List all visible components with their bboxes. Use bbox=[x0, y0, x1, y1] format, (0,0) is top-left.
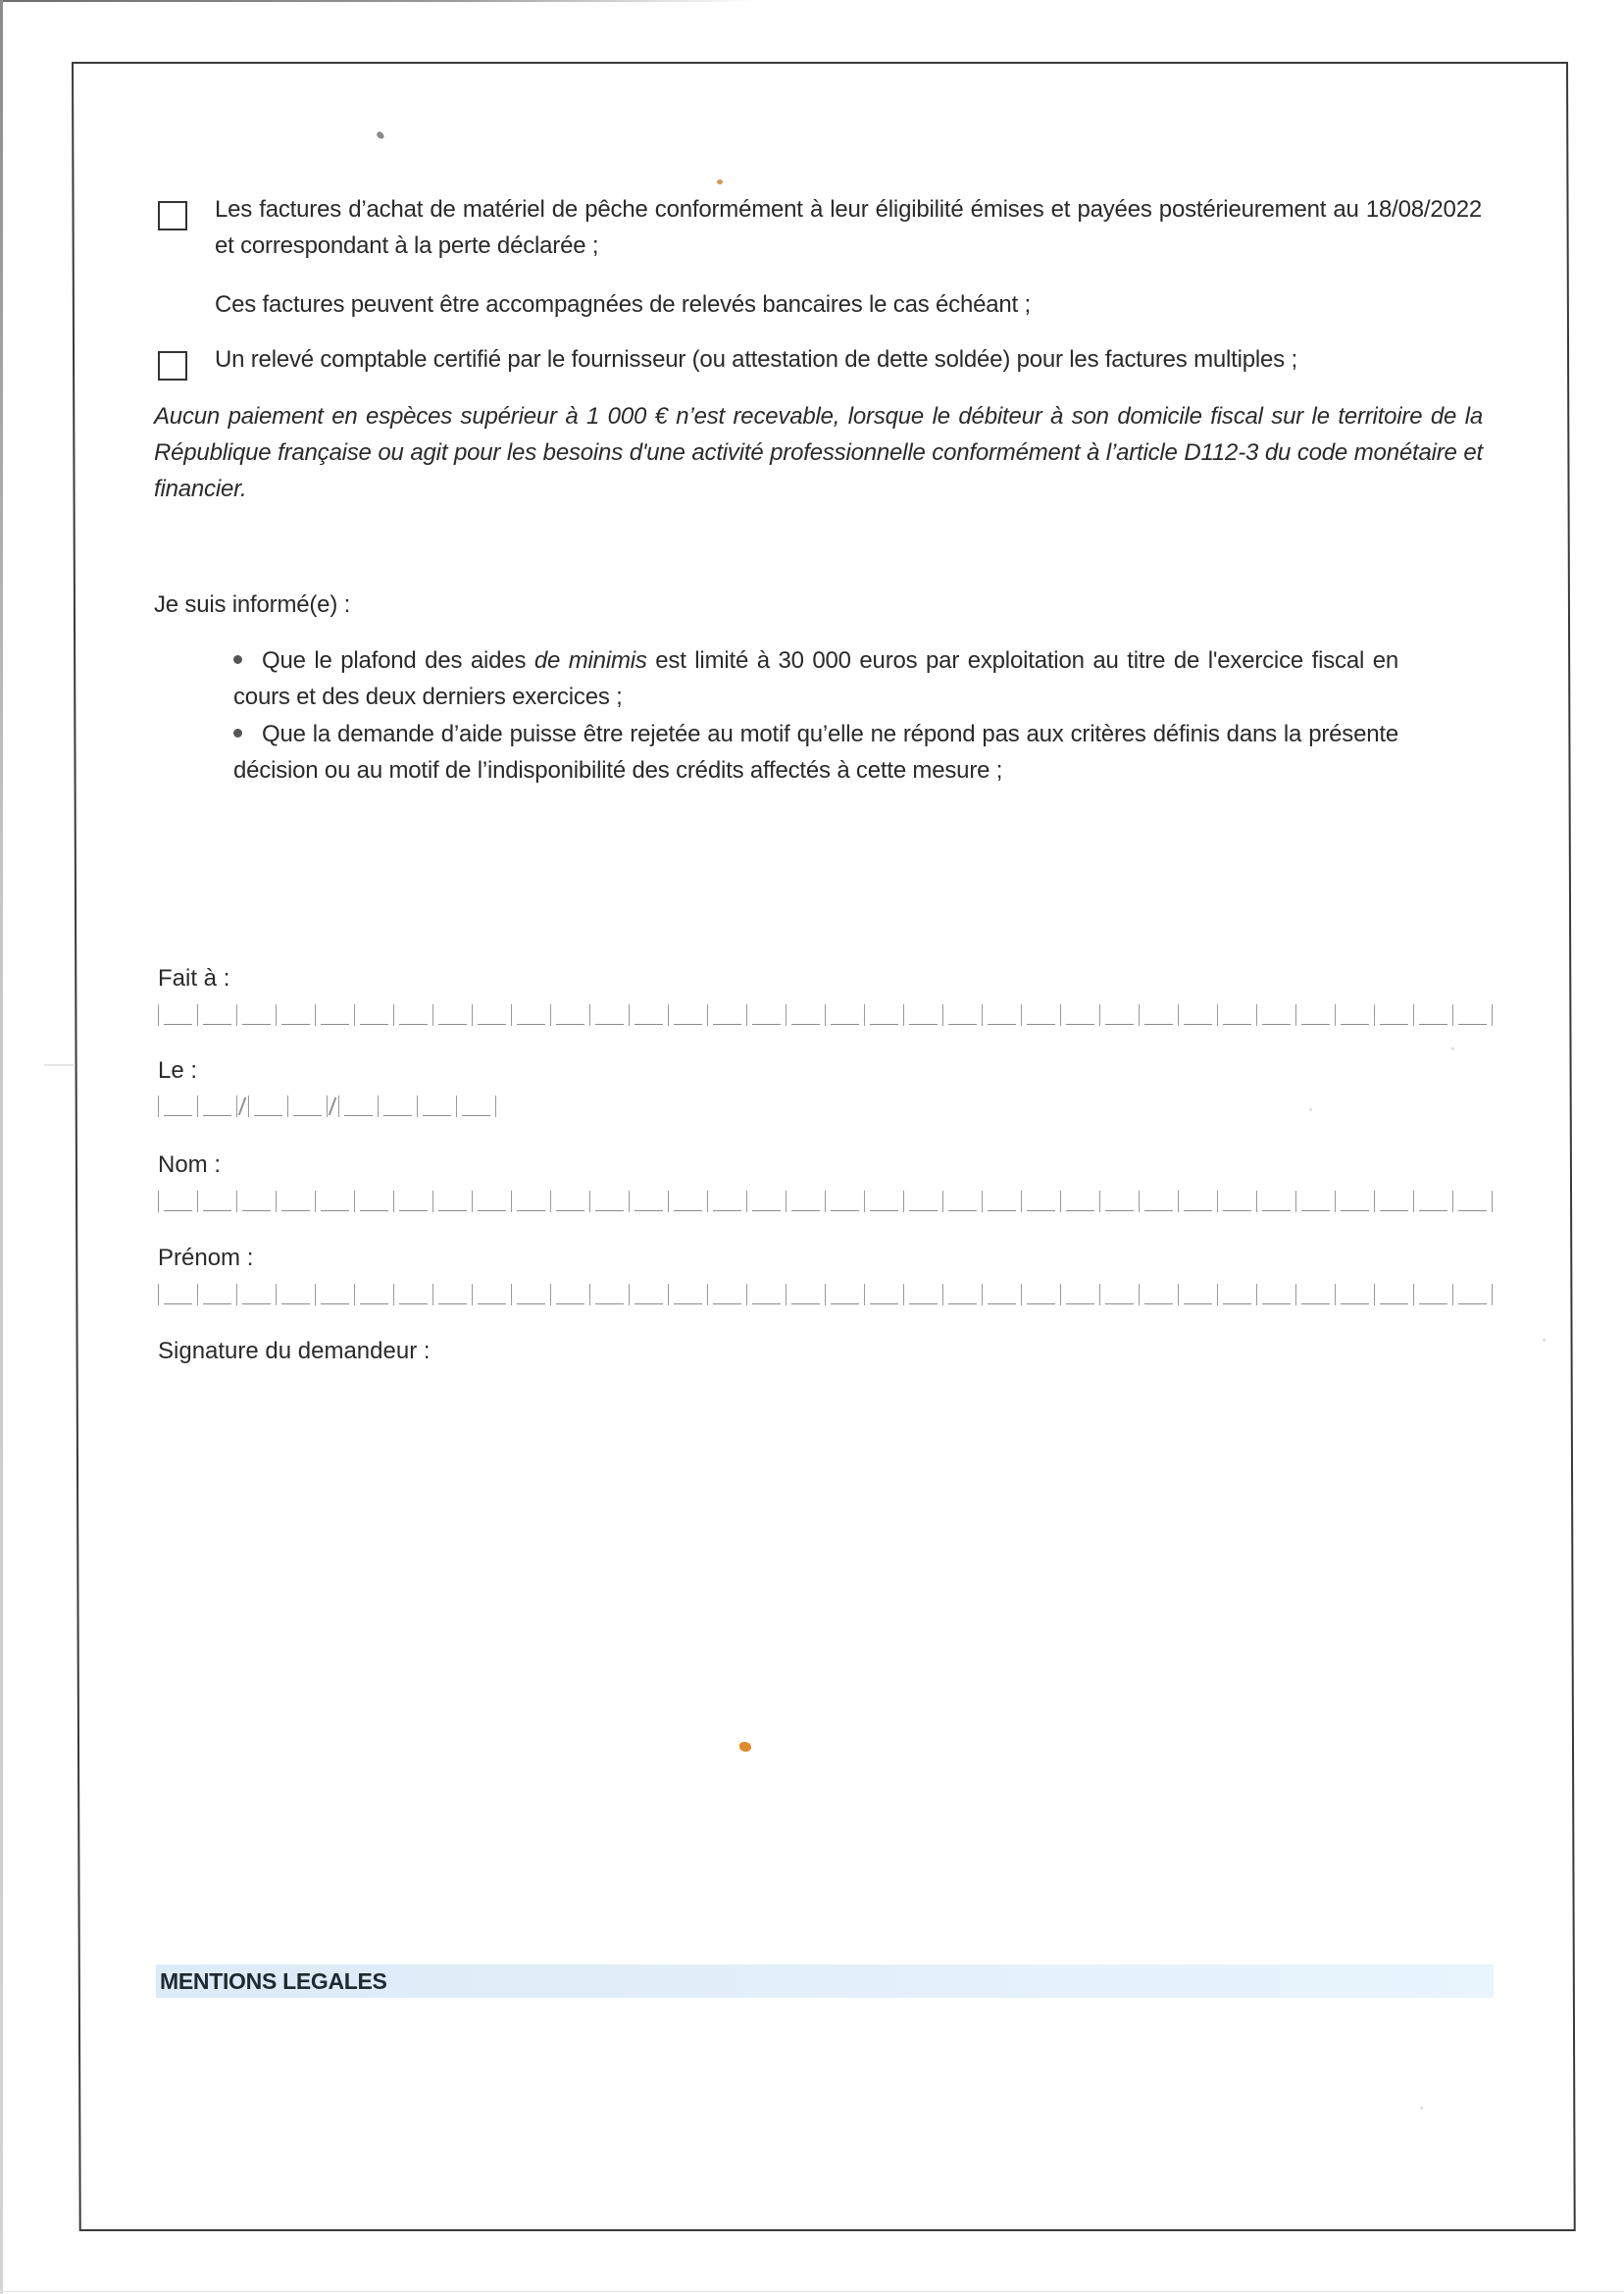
character-cell[interactable] bbox=[746, 1191, 786, 1212]
character-cell[interactable] bbox=[1256, 1284, 1295, 1305]
character-cell[interactable] bbox=[393, 1004, 432, 1026]
character-cell[interactable] bbox=[1374, 1004, 1413, 1026]
character-cell[interactable] bbox=[197, 1096, 236, 1117]
character-cell[interactable] bbox=[668, 1004, 707, 1026]
character-cell[interactable] bbox=[315, 1004, 354, 1026]
character-cell[interactable] bbox=[1139, 1284, 1178, 1305]
character-cell[interactable] bbox=[1021, 1191, 1060, 1212]
character-cell[interactable] bbox=[1335, 1191, 1374, 1212]
character-cell[interactable] bbox=[1217, 1284, 1256, 1305]
character-cell[interactable] bbox=[236, 1191, 276, 1212]
character-cell[interactable] bbox=[1452, 1284, 1492, 1305]
character-cell[interactable] bbox=[432, 1191, 472, 1212]
character-cell[interactable] bbox=[629, 1284, 668, 1305]
character-cell[interactable] bbox=[825, 1284, 864, 1305]
character-cell[interactable] bbox=[1452, 1004, 1492, 1026]
character-cell[interactable] bbox=[1374, 1284, 1413, 1305]
acknowledgement-bullet: Que le plafond des aides de minimis est limité à 30 000 euros par exploitation au titre de l'exercice fiscal en cours et des deux derniers exercices ; bbox=[233, 647, 1398, 710]
character-cell[interactable] bbox=[550, 1284, 589, 1305]
character-cell[interactable] bbox=[864, 1284, 903, 1305]
character-cell[interactable] bbox=[1374, 1191, 1413, 1212]
character-cell[interactable] bbox=[589, 1191, 629, 1212]
cell-divider bbox=[495, 1096, 496, 1117]
character-cell[interactable] bbox=[1021, 1004, 1060, 1026]
last-name-input[interactable] bbox=[158, 1191, 1493, 1212]
character-cell[interactable] bbox=[248, 1096, 287, 1117]
character-cell[interactable] bbox=[1099, 1191, 1139, 1212]
bullet-icon bbox=[233, 655, 242, 664]
acknowledgement-heading: Je suis informé(e) : bbox=[154, 591, 351, 618]
place-label: Fait à : bbox=[158, 965, 230, 992]
character-cell[interactable] bbox=[236, 1004, 276, 1026]
acknowledgement-bullet: Que la demande d’aide puisse être rejetée au motif qu’elle ne répond pas aux critères définis dans la présente décision ou au motif de l’indisponibilité des crédits affectés à cette mesure ; bbox=[233, 721, 1398, 784]
character-cell[interactable] bbox=[287, 1096, 327, 1117]
character-cell[interactable] bbox=[432, 1284, 472, 1305]
date-separator bbox=[327, 1096, 338, 1117]
character-cell[interactable] bbox=[707, 1191, 746, 1212]
character-cell[interactable] bbox=[354, 1191, 393, 1212]
character-cell[interactable] bbox=[589, 1004, 629, 1026]
character-cell[interactable] bbox=[786, 1004, 825, 1026]
invoices-item-text: Les factures d’achat de matériel de pêche conformément à leur éligibilité émises et payées postérieurement au 18/08/2022 et correspondant à la perte déclarée ; bbox=[215, 196, 1482, 259]
character-cell[interactable] bbox=[1295, 1191, 1335, 1212]
character-cell[interactable] bbox=[315, 1191, 354, 1212]
date-label: Le : bbox=[158, 1057, 198, 1084]
signature-area[interactable] bbox=[158, 1378, 1472, 1888]
character-cell[interactable] bbox=[942, 1284, 982, 1305]
character-cell[interactable] bbox=[1139, 1191, 1178, 1212]
character-cell[interactable] bbox=[746, 1004, 786, 1026]
first-name-input[interactable] bbox=[158, 1284, 1493, 1305]
character-cell[interactable] bbox=[1060, 1004, 1099, 1026]
invoices-note: Ces factures peuvent être accompagnées de relevés bancaires le cas échéant ; bbox=[215, 291, 1031, 318]
character-cell[interactable] bbox=[746, 1284, 786, 1305]
character-cell[interactable] bbox=[942, 1191, 982, 1212]
character-cell[interactable] bbox=[456, 1096, 495, 1117]
invoices-checkbox[interactable] bbox=[158, 201, 187, 230]
character-cell[interactable] bbox=[864, 1191, 903, 1212]
date-separator bbox=[236, 1096, 248, 1117]
character-cell[interactable] bbox=[1021, 1284, 1060, 1305]
character-cell[interactable] bbox=[1335, 1284, 1374, 1305]
signature-label: Signature du demandeur : bbox=[158, 1338, 431, 1364]
character-cell[interactable] bbox=[197, 1004, 236, 1026]
character-cell[interactable] bbox=[1217, 1191, 1256, 1212]
character-cell[interactable] bbox=[472, 1284, 511, 1305]
character-cell[interactable] bbox=[276, 1284, 315, 1305]
character-cell[interactable] bbox=[315, 1284, 354, 1305]
character-cell[interactable] bbox=[511, 1284, 550, 1305]
character-cell[interactable] bbox=[472, 1004, 511, 1026]
accounting-statement-checkbox[interactable] bbox=[158, 351, 187, 381]
character-cell[interactable] bbox=[1295, 1004, 1335, 1026]
character-cell[interactable] bbox=[786, 1191, 825, 1212]
character-cell[interactable] bbox=[668, 1191, 707, 1212]
character-cell[interactable] bbox=[550, 1191, 589, 1212]
character-cell[interactable] bbox=[1413, 1004, 1452, 1026]
character-cell[interactable] bbox=[903, 1284, 942, 1305]
character-cell[interactable] bbox=[393, 1191, 432, 1212]
character-cell[interactable] bbox=[1139, 1004, 1178, 1026]
character-cell[interactable] bbox=[197, 1284, 236, 1305]
character-cell[interactable] bbox=[197, 1191, 236, 1212]
character-cell[interactable] bbox=[1256, 1191, 1295, 1212]
character-cell[interactable] bbox=[432, 1004, 472, 1026]
character-cell[interactable] bbox=[276, 1004, 315, 1026]
character-cell[interactable] bbox=[786, 1284, 825, 1305]
character-cell[interactable] bbox=[236, 1284, 276, 1305]
character-cell[interactable] bbox=[825, 1004, 864, 1026]
cell-divider bbox=[1492, 1284, 1493, 1305]
legal-section-title: MENTIONS LEGALES bbox=[160, 1968, 387, 1994]
character-cell[interactable] bbox=[1217, 1004, 1256, 1026]
character-cell[interactable] bbox=[668, 1284, 707, 1305]
character-cell[interactable] bbox=[903, 1004, 942, 1026]
character-cell[interactable] bbox=[158, 1284, 197, 1305]
character-cell[interactable] bbox=[825, 1191, 864, 1212]
character-cell[interactable] bbox=[1335, 1004, 1374, 1026]
character-cell[interactable] bbox=[1413, 1284, 1452, 1305]
character-cell[interactable] bbox=[393, 1284, 432, 1305]
character-cell[interactable] bbox=[338, 1096, 378, 1117]
character-cell[interactable] bbox=[354, 1284, 393, 1305]
character-cell[interactable] bbox=[982, 1284, 1021, 1305]
character-cell[interactable] bbox=[629, 1004, 668, 1026]
first-name-label: Prénom : bbox=[158, 1245, 254, 1271]
character-cell[interactable] bbox=[629, 1191, 668, 1212]
character-cell[interactable] bbox=[1099, 1284, 1139, 1305]
character-cell[interactable] bbox=[158, 1004, 197, 1026]
character-cell[interactable] bbox=[472, 1191, 511, 1212]
place-input[interactable] bbox=[158, 1004, 1493, 1026]
character-cell[interactable] bbox=[550, 1004, 589, 1026]
character-cell[interactable] bbox=[417, 1096, 456, 1117]
character-cell[interactable] bbox=[354, 1004, 393, 1026]
character-cell[interactable] bbox=[1099, 1004, 1139, 1026]
character-cell[interactable] bbox=[158, 1191, 197, 1212]
character-cell[interactable] bbox=[1178, 1004, 1217, 1026]
character-cell[interactable] bbox=[1060, 1284, 1099, 1305]
character-cell[interactable] bbox=[1178, 1191, 1217, 1212]
character-cell[interactable] bbox=[1295, 1284, 1335, 1305]
character-cell[interactable] bbox=[589, 1284, 629, 1305]
cell-divider bbox=[1492, 1004, 1493, 1026]
date-input[interactable] bbox=[158, 1096, 496, 1117]
character-cell[interactable] bbox=[1178, 1284, 1217, 1305]
character-cell[interactable] bbox=[1256, 1004, 1295, 1026]
character-cell[interactable] bbox=[864, 1004, 903, 1026]
cell-divider bbox=[1492, 1191, 1493, 1212]
accounting-statement-item-text: Un relevé comptable certifié par le fournisseur (ou attestation de dette soldée) pour les factures multiples ; bbox=[215, 346, 1297, 373]
character-cell[interactable] bbox=[982, 1004, 1021, 1026]
character-cell[interactable] bbox=[1060, 1191, 1099, 1212]
character-cell[interactable] bbox=[707, 1004, 746, 1026]
character-cell[interactable] bbox=[1413, 1191, 1452, 1212]
character-cell[interactable] bbox=[511, 1004, 550, 1026]
bullet-icon bbox=[233, 729, 242, 738]
character-cell[interactable] bbox=[982, 1191, 1021, 1212]
character-cell[interactable] bbox=[276, 1191, 315, 1212]
character-cell[interactable] bbox=[511, 1191, 550, 1212]
cash-payment-notice: Aucun paiement en espèces supérieur à 1 000 € n’est recevable, lorsque le débiteur à son domicile fiscal sur le territoire de la République française ou agit pour les besoins d'une activité professionnelle conformément à l’article D112-3 du code monétaire et financier. bbox=[154, 403, 1483, 502]
character-cell[interactable] bbox=[158, 1096, 197, 1117]
character-cell[interactable] bbox=[942, 1004, 982, 1026]
character-cell[interactable] bbox=[707, 1284, 746, 1305]
character-cell[interactable] bbox=[903, 1191, 942, 1212]
last-name-label: Nom : bbox=[158, 1151, 222, 1178]
character-cell[interactable] bbox=[378, 1096, 417, 1117]
character-cell[interactable] bbox=[1452, 1191, 1492, 1212]
